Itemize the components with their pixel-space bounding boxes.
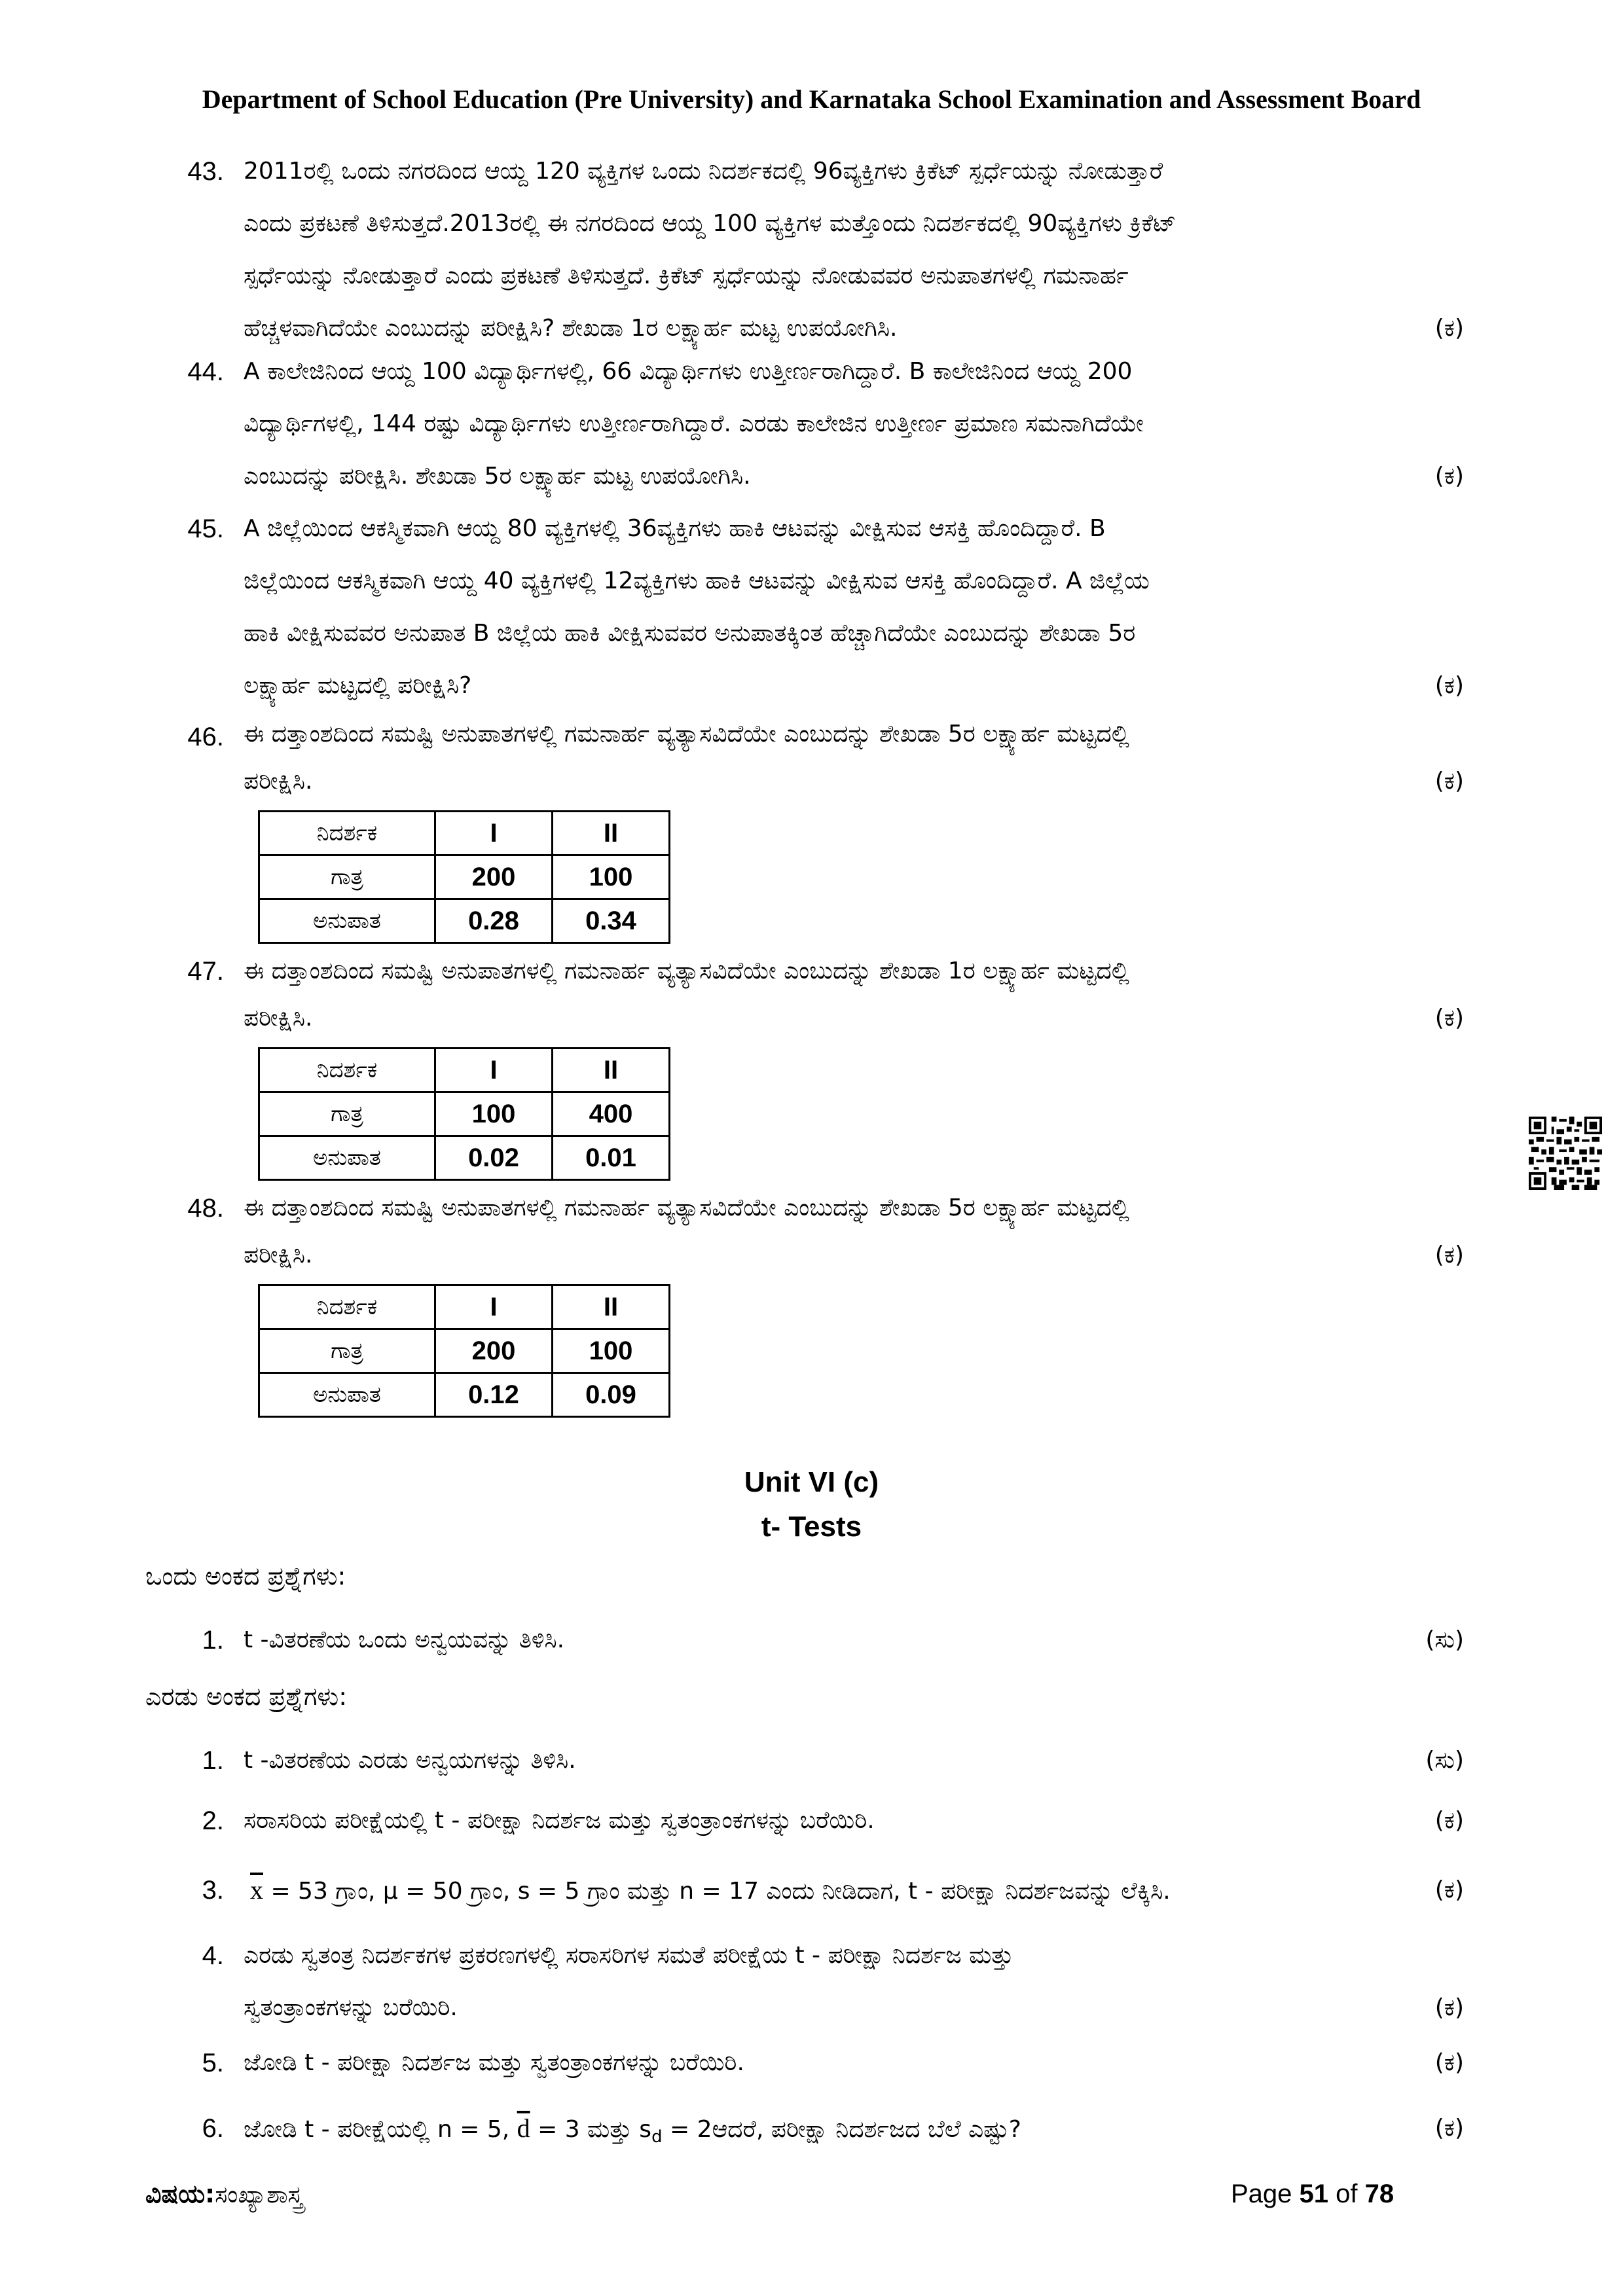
question-number: 45. xyxy=(187,514,224,543)
table-header-cell: I xyxy=(435,1285,553,1329)
question-line: ಸ್ವತಂತ್ರಾಂಕಗಳನ್ನು ಬರೆಯಿರಿ. xyxy=(244,1994,458,2021)
table-cell: ಗಾತ್ರ xyxy=(259,855,435,899)
question-text-part: = 53 ಗ್ರಾಂ, μ = 50 ಗ್ರಾಂ, s = 5 ಗ್ರಾಂ ಮತ್ತು n = 17 ಎಂದು ನೀಡಿದಾಗ, t - ಪರೀಕ್ಷಾ ನಿದರ್ಶಜವನ್ನು ಲೆಕ್ಕಿಸಿ. xyxy=(263,1878,1171,1905)
question-mark: (ಕ) xyxy=(1434,2115,1464,2142)
table-cell: 0.34 xyxy=(553,899,670,943)
question-mark: (ಸು) xyxy=(1425,1626,1464,1653)
table-header-cell: I xyxy=(435,812,553,855)
question-number: 3. xyxy=(202,1876,224,1905)
current-page: 51 xyxy=(1299,2179,1329,2208)
d-bar-symbol: $\overline{d}$ xyxy=(517,2113,530,2143)
table-cell: 400 xyxy=(553,1092,670,1136)
question-text xyxy=(244,503,1481,712)
question-mark: (ಕ) xyxy=(1434,672,1464,699)
page-prefix: Page xyxy=(1231,2179,1300,2208)
question-line: ಸ್ಪರ್ಧೆಯನ್ನು ನೋಡುತ್ತಾರೆ ಎಂದು ಪ್ರಕಟಣೆ ತಿಳಿಸುತ್ತದೆ. ಕ್ರಿಕೆಟ್ ಸ್ಪರ್ಧೆಯನ್ನು ನೋಡುವವರ ಅನುಪಾತಗಳಲ್ಲಿ ಗಮನಾರ್ಹ xyxy=(244,262,1129,289)
question-line: A ಕಾಲೇಜಿನಿಂದ ಆಯ್ದ 100 ವಿದ್ಯಾರ್ಥಿಗಳಲ್ಲಿ, 66 ವಿದ್ಯಾರ್ಥಿಗಳು ಉತ್ತೀರ್ಣರಾಗಿದ್ದಾರೆ. B ಕಾಲೇಜಿನಿಂದ ಆಯ್ದ 200 xyxy=(244,358,1133,385)
table-cell: 200 xyxy=(435,1329,553,1373)
data-table-47 xyxy=(258,1047,670,1181)
question-text: ಸರಾಸರಿಯ ಪರೀಕ್ಷೆಯಲ್ಲಿ t - ಪರೀಕ್ಷಾ ನಿದರ್ಶಜ ಮತ್ತು ಸ್ವತಂತ್ರಾಂಕಗಳನ್ನು ಬರೆಯಿರಿ. xyxy=(244,1807,875,1834)
question-line: ಈ ದತ್ತಾಂಶದಿಂದ ಸಮಷ್ಟಿ ಅನುಪಾತಗಳಲ್ಲಿ ಗಮನಾರ್ಹ ವ್ಯತ್ಯಾಸವಿದೆಯೇ ಎಂಬುದನ್ನು ಶೇಖಡಾ 5ರ ಲಕ್ಷ್ಯಾರ್ಹ ಮಟ್ಟದಲ್ಲಿ xyxy=(244,721,1129,747)
data-table-46 xyxy=(258,810,670,944)
table-header-cell: ನಿದರ್ಶಕ xyxy=(259,1049,435,1092)
question-line: ಪರೀಕ್ಷಿಸಿ. xyxy=(244,1005,313,1031)
data-table-48 xyxy=(258,1284,670,1418)
unit-title: Unit VI (c) xyxy=(744,1466,879,1498)
question-text-part: ಜೋಡಿ t - ಪರೀಕ್ಷೆಯಲ್ಲಿ n = 5, xyxy=(244,2116,517,2143)
table-cell: 0.02 xyxy=(435,1136,553,1180)
question-line: ಎಂಬುದನ್ನು ಪರೀಕ್ಷಿಸಿ. ಶೇಖಡಾ 5ರ ಲಕ್ಷ್ಯಾರ್ಹ ಮಟ್ಟ ಉಪಯೋಗಿಸಿ. xyxy=(244,463,751,490)
question-line: ಹೆಚ್ಚಳವಾಗಿದೆಯೇ ಎಂಬುದನ್ನು ಪರೀಕ್ಷಿಸಿ? ಶೇಖಡಾ 1ರ ಲಕ್ಷ್ಯಾರ್ಹ ಮಟ್ಟ ಉಪಯೋಗಿಸಿ. xyxy=(244,315,898,342)
page-number xyxy=(1231,2179,1394,2209)
question-line: ಈ ದತ್ತಾಂಶದಿಂದ ಸಮಷ್ಟಿ ಅನುಪಾತಗಳಲ್ಲಿ ಗಮನಾರ್ಹ ವ್ಯತ್ಯಾಸವಿದೆಯೇ ಎಂಬುದನ್ನು ಶೇಖಡಾ 5ರ ಲಕ್ಷ್ಯಾರ್ಹ ಮಟ್ಟದಲ್ಲಿ xyxy=(244,1194,1129,1221)
question-text xyxy=(244,2102,1383,2163)
question-number: 1. xyxy=(202,1626,224,1655)
table-cell: 0.09 xyxy=(553,1373,670,1417)
question-mark: (ಕ) xyxy=(1434,1242,1464,1268)
question-mark: (ಕ) xyxy=(1434,2049,1464,2076)
table-cell: 100 xyxy=(435,1092,553,1136)
question-text xyxy=(244,1185,1481,1279)
question-text xyxy=(244,711,1481,805)
question-text xyxy=(244,346,1481,503)
question-text xyxy=(244,1929,1481,2034)
question-mark: (ಕ) xyxy=(1434,463,1464,490)
question-line: ಹಾಕಿ ವೀಕ್ಷಿಸುವವರ ಅನುಪಾತ B ಜಿಲ್ಲೆಯ ಹಾಕಿ ವೀಕ್ಷಿಸುವವರ ಅನುಪಾತಕ್ಕಿಂತ ಹೆಚ್ಚಾಗಿದೆಯೇ ಎಂಬುದನ್ನು ಶೇಖಡಾ 5ರ xyxy=(244,620,1136,647)
table-cell: 0.01 xyxy=(553,1136,670,1180)
question-line: ಲಕ್ಷ್ಯಾರ್ಹ ಮಟ್ಟದಲ್ಲಿ ಪರೀಕ್ಷಿಸಿ? xyxy=(244,672,472,699)
question-mark: (ಕ) xyxy=(1434,768,1464,795)
table-cell: 100 xyxy=(553,855,670,899)
question-mark: (ಸು) xyxy=(1425,1747,1464,1774)
table-cell: ಗಾತ್ರ xyxy=(259,1329,435,1373)
table-cell: 0.28 xyxy=(435,899,553,943)
question-line: A ಜಿಲ್ಲೆಯಿಂದ ಆಕಸ್ಮಿಕವಾಗಿ ಆಯ್ದ 80 ವ್ಯಕ್ತಿಗಳಲ್ಲಿ 36ವ್ಯಕ್ತಿಗಳು ಹಾಕಿ ಆಟವನ್ನು ವೀಕ್ಷಿಸುವ ಆಸಕ್ತಿ ಹೊಂದಿದ್ದಾರೆ. B xyxy=(244,515,1106,542)
table-cell: ಅನುಪಾತ xyxy=(259,1136,435,1180)
table-header-cell: ನಿದರ್ಶಕ xyxy=(259,1285,435,1329)
page-header: Department of School Education (Pre University) and Karnataka School Examination and Assessment Board xyxy=(202,84,1421,114)
unit-subtitle: t- Tests xyxy=(761,1511,862,1543)
question-line: ಪರೀಕ್ಷಿಸಿ. xyxy=(244,1242,313,1268)
question-line: ವಿದ್ಯಾರ್ಥಿಗಳಲ್ಲಿ, 144 ರಷ್ಟು ವಿದ್ಯಾರ್ಥಿಗಳು ಉತ್ತೀರ್ಣರಾಗಿದ್ದಾರೆ. ಎರಡು ಕಾಲೇಜಿನ ಉತ್ತೀರ್ಣ ಪ್ರಮಾಣ ಸಮನಾಗಿದೆಯೇ xyxy=(244,410,1144,437)
table-header-cell: ನಿದರ್ಶಕ xyxy=(259,812,435,855)
question-number: 47. xyxy=(187,957,224,986)
question-text xyxy=(244,145,1481,355)
question-number: 5. xyxy=(202,2049,224,2077)
question-line: ಈ ದತ್ತಾಂಶದಿಂದ ಸಮಷ್ಟಿ ಅನುಪಾತಗಳಲ್ಲಿ ಗಮನಾರ್ಹ ವ್ಯತ್ಯಾಸವಿದೆಯೇ ಎಂಬುದನ್ನು ಶೇಖಡಾ 1ರ ಲಕ್ಷ್ಯಾರ್ಹ ಮಟ್ಟದಲ್ಲಿ xyxy=(244,958,1129,984)
subject-name: ಸಂಖ್ಯಾಶಾಸ್ತ್ರ xyxy=(215,2181,303,2208)
subscript: d xyxy=(651,2127,663,2147)
question-line: ಎಂದು ಪ್ರಕಟಣೆ ತಿಳಿಸುತ್ತದೆ.2013ರಲ್ಲಿ ಈ ನಗರದಿಂದ ಆಯ್ದ 100 ವ್ಯಕ್ತಿಗಳ ಮತ್ತೊಂದು ನಿದರ್ಶಕದಲ್ಲಿ 90ವ್ಯಕ್ತಿಗಳು ಕ್ರಿಕೆಟ್ xyxy=(244,210,1176,237)
two-mark-heading: ಎರಡು ಅಂಕದ ಪ್ರಶ್ನೆಗಳು: xyxy=(145,1682,348,1711)
table-header-cell: II xyxy=(553,1285,670,1329)
table-cell: 100 xyxy=(553,1329,670,1373)
subject-label: ವಿಷಯ: xyxy=(145,2179,215,2208)
question-number: 2. xyxy=(202,1806,224,1835)
table-cell: 200 xyxy=(435,855,553,899)
qr-code-icon xyxy=(1528,1117,1603,1190)
question-number: 44. xyxy=(187,357,224,386)
question-text xyxy=(244,948,1481,1042)
question-line: ಎರಡು ಸ್ವತಂತ್ರ ನಿದರ್ಶಕಗಳ ಪ್ರಕರಣಗಳಲ್ಲಿ ಸರಾಸರಿಗಳ ಸಮತೆ ಪರೀಕ್ಷೆಯ t - ಪರೀಕ್ಷಾ ನಿದರ್ಶಜ ಮತ್ತು xyxy=(244,1942,1013,1969)
question-mark: (ಕ) xyxy=(1434,1876,1464,1903)
table-cell: ಗಾತ್ರ xyxy=(259,1092,435,1136)
question-text: t -ವಿತರಣೆಯ ಒಂದು ಅನ್ವಯವನ್ನು ತಿಳಿಸಿ. xyxy=(244,1626,565,1653)
table-cell: ಅನುಪಾತ xyxy=(259,1373,435,1417)
one-mark-heading: ಒಂದು ಅಂಕದ ಪ್ರಶ್ನೆಗಳು: xyxy=(145,1562,346,1590)
question-number: 6. xyxy=(202,2114,224,2143)
question-text xyxy=(250,1864,1389,1918)
question-line: 2011ರಲ್ಲಿ ಒಂದು ನಗರದಿಂದ ಆಯ್ದ 120 ವ್ಯಕ್ತಿಗಳ ಒಂದು ನಿದರ್ಶಕದಲ್ಲಿ 96ವ್ಯಕ್ತಿಗಳು ಕ್ರಿಕೆಟ್ ಸ್ಪರ್ಧೆಯನ್ನು ನೋಡುತ್ತಾರೆ xyxy=(244,158,1163,185)
question-number: 4. xyxy=(202,1941,224,1970)
question-number: 46. xyxy=(187,723,224,751)
table-cell: 0.12 xyxy=(435,1373,553,1417)
question-text-part: = 3 ಮತ್ತು s xyxy=(530,2116,652,2143)
table-header-cell: I xyxy=(435,1049,553,1092)
question-mark: (ಕ) xyxy=(1434,1994,1464,2021)
footer-subject xyxy=(145,2179,303,2209)
question-mark: (ಕ) xyxy=(1434,315,1464,342)
page-mid: of xyxy=(1328,2179,1365,2208)
total-pages: 78 xyxy=(1364,2179,1395,2208)
question-mark: (ಕ) xyxy=(1434,1807,1464,1834)
question-line: ಜಿಲ್ಲೆಯಿಂದ ಆಕಸ್ಮಿಕವಾಗಿ ಆಯ್ದ 40 ವ್ಯಕ್ತಿಗಳಲ್ಲಿ 12ವ್ಯಕ್ತಿಗಳು ಹಾಕಿ ಆಟವನ್ನು ವೀಕ್ಷಿಸುವ ಆಸಕ್ತಿ ಹೊಂದಿದ್ದಾರೆ. A ಜಿಲ್ಲೆಯ xyxy=(244,567,1150,594)
question-number: 43. xyxy=(187,157,224,186)
table-header-cell: II xyxy=(553,1049,670,1092)
question-mark: (ಕ) xyxy=(1434,1005,1464,1031)
question-number: 48. xyxy=(187,1194,224,1223)
question-text: t -ವಿತರಣೆಯ ಎರಡು ಅನ್ವಯಗಳನ್ನು ತಿಳಿಸಿ. xyxy=(244,1747,576,1774)
question-line: ಪರೀಕ್ಷಿಸಿ. xyxy=(244,768,313,795)
question-text: ಜೋಡಿ t - ಪರೀಕ್ಷಾ ನಿದರ್ಶಜ ಮತ್ತು ಸ್ವತಂತ್ರಾಂಕಗಳನ್ನು ಬರೆಯಿರಿ. xyxy=(244,2049,744,2076)
table-header-cell: II xyxy=(553,812,670,855)
question-number: 1. xyxy=(202,1746,224,1775)
question-text-part: = 2ಆದರೆ, ಪರೀಕ್ಷಾ ನಿದರ್ಶಜದ ಬೆಲೆ ಎಷ್ಟು? xyxy=(662,2116,1021,2143)
x-bar-symbol: $\overline{x}$ xyxy=(250,1875,263,1905)
table-cell: ಅನುಪಾತ xyxy=(259,899,435,943)
